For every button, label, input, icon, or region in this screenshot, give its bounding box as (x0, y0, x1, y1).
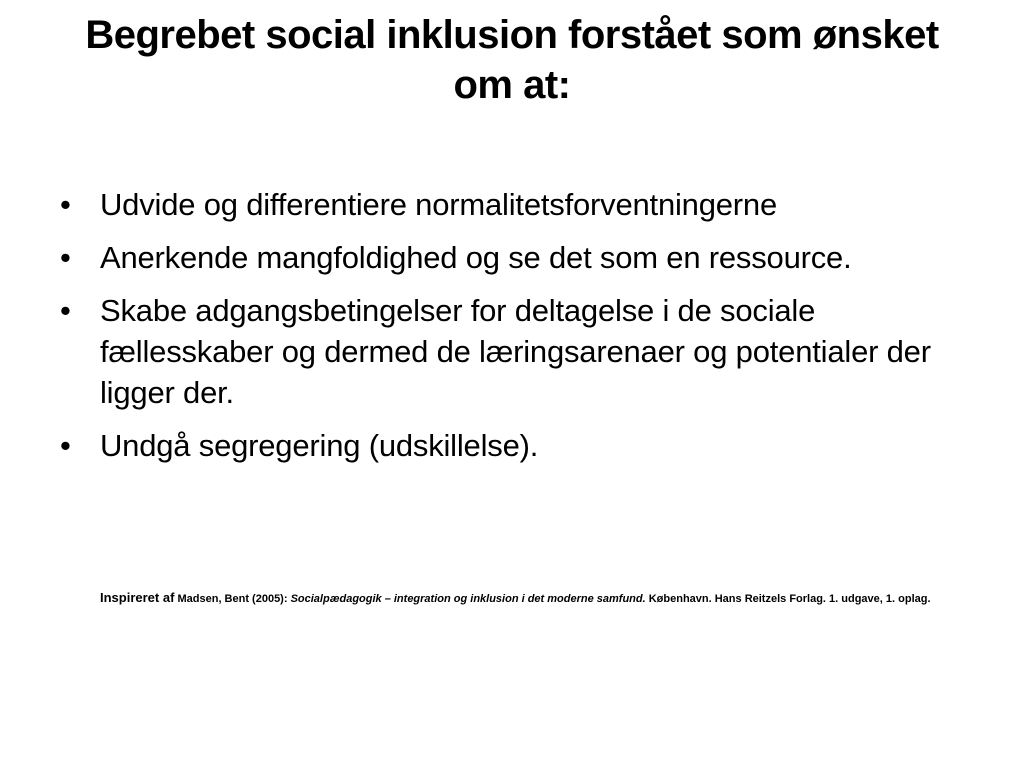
bullet-list (58, 184, 958, 478)
bullet-item (58, 290, 958, 413)
bullet-item (58, 237, 958, 278)
citation-work-title: Socialpædagogik – integration og inklusion i det moderne samfund. (290, 593, 646, 605)
bullet-item (58, 425, 958, 466)
citation-publication: København. Hans Reitzels Forlag. 1. udgave, 1. oplag. (648, 593, 931, 605)
citation-author: Madsen, Bent (2005): (177, 593, 288, 605)
source-citation (100, 589, 950, 608)
bullet-dot-icon: • (60, 293, 71, 328)
citation-prefix: Inspireret af (100, 590, 175, 605)
bullet-dot-icon: • (60, 187, 71, 222)
bullet-text: Undgå segregering (udskillelse). (100, 428, 539, 463)
bullet-text: Skabe adgangsbetingelser for deltagelse i de sociale fællesskaber og dermed de læringsarenaer og potentialer der ligger der. (100, 293, 931, 410)
bullet-dot-icon: • (60, 240, 71, 275)
slide-title: Begrebet social inklusion forstået som ønsket om at: (85, 13, 939, 107)
bullet-text: Udvide og differentiere normalitetsforventningerne (100, 187, 777, 222)
bullet-dot-icon: • (60, 428, 71, 463)
bullet-text: Anerkende mangfoldighed og se det som en ressource. (100, 240, 852, 275)
bullet-item (58, 184, 958, 225)
